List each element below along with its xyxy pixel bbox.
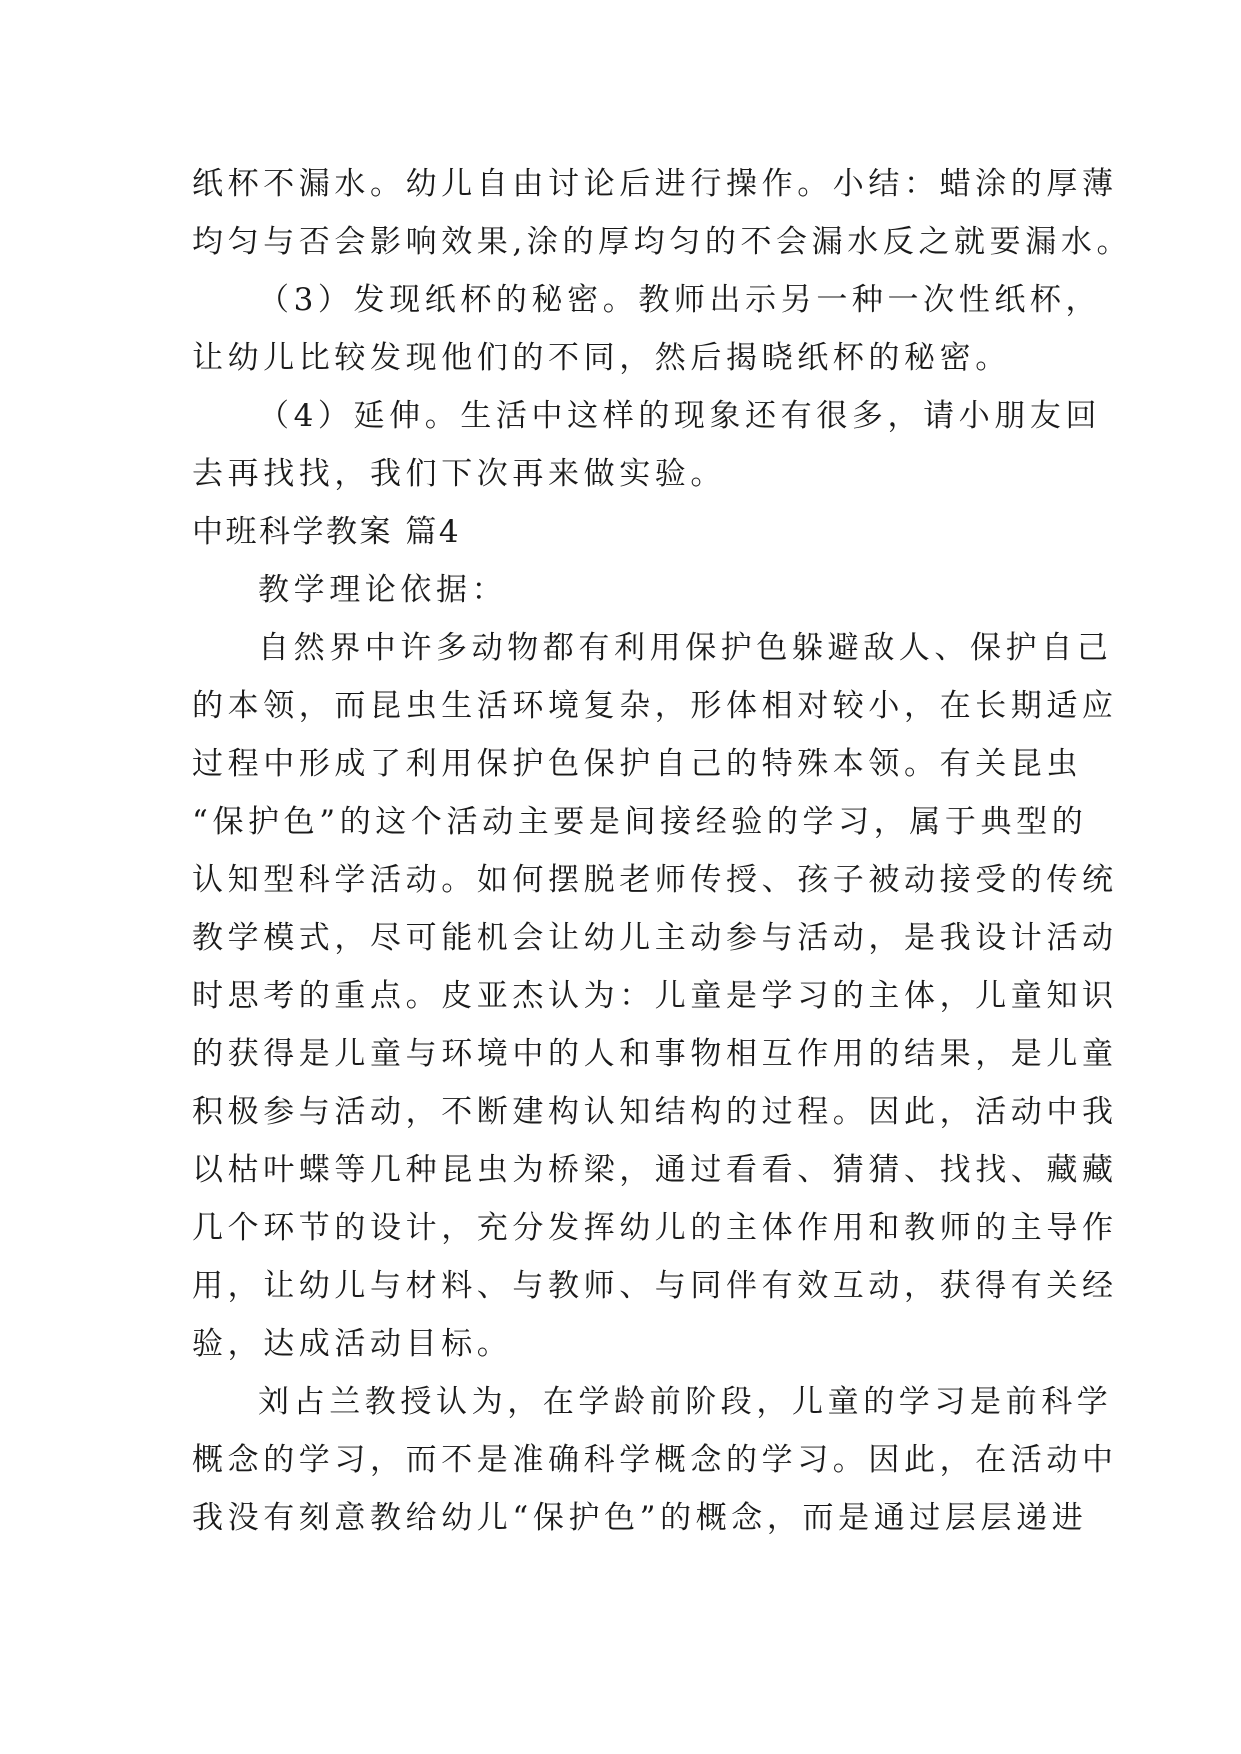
text-line: （4）延伸。生活中这样的现象还有很多，请小朋友回 bbox=[258, 398, 1102, 434]
subheading: 教学理论依据： bbox=[258, 572, 508, 608]
section-heading: 中班科学教案 篇4 bbox=[192, 514, 462, 550]
text-line: 积极参与活动，不断建构认知结构的过程。因此，活动中我 bbox=[192, 1094, 1118, 1130]
text-line: 让幼儿比较发现他们的不同，然后揭晓纸杯的秘密。 bbox=[192, 340, 1011, 376]
text-line: 以枯叶蝶等几种昆虫为桥梁，通过看看、猜猜、找找、藏藏 bbox=[192, 1152, 1118, 1188]
text-line: 时思考的重点。皮亚杰认为：儿童是学习的主体，儿童知识 bbox=[192, 978, 1118, 1014]
text-line: 概念的学习，而不是准确科学概念的学习。因此，在活动中 bbox=[192, 1442, 1118, 1478]
text-line: 均匀与否会影响效果,涂的厚均匀的不会漏水反之就要漏水。 bbox=[192, 224, 1133, 260]
text-line: 刘占兰教授认为，在学龄前阶段，儿童的学习是前科学 bbox=[258, 1384, 1113, 1420]
text-line: 过程中形成了利用保护色保护自己的特殊本领。有关昆虫 bbox=[192, 746, 1082, 782]
text-line: 验，达成活动目标。 bbox=[192, 1326, 513, 1362]
text-line: 的本领，而昆虫生活环境复杂，形体相对较小，在长期适应 bbox=[192, 688, 1118, 724]
text-line: “保护色”的这个活动主要是间接经验的学习，属于典型的 bbox=[192, 804, 1088, 840]
text-line: 认知型科学活动。如何摆脱老师传授、孩子被动接受的传统 bbox=[192, 862, 1118, 898]
text-line: 几个环节的设计，充分发挥幼儿的主体作用和教师的主导作 bbox=[192, 1210, 1118, 1246]
text-line: 去再找找，我们下次再来做实验。 bbox=[192, 456, 726, 492]
text-line: 教学模式，尽可能机会让幼儿主动参与活动，是我设计活动 bbox=[192, 920, 1118, 956]
text-line: 自然界中许多动物都有利用保护色躲避敌人、保护自己 bbox=[258, 630, 1113, 666]
text-line: 用，让幼儿与材料、与教师、与同伴有效互动，获得有关经 bbox=[192, 1268, 1118, 1304]
text-line: （3）发现纸杯的秘密。教师出示另一种一次性纸杯， bbox=[258, 282, 1102, 318]
text-line: 我没有刻意教给幼儿“保护色”的概念，而是通过层层递进 bbox=[192, 1500, 1088, 1536]
text-line: 纸杯不漏水。幼儿自由讨论后进行操作。小结：蜡涂的厚薄 bbox=[192, 166, 1118, 202]
text-line: 的获得是儿童与环境中的人和事物相互作用的结果，是儿童 bbox=[192, 1036, 1118, 1072]
